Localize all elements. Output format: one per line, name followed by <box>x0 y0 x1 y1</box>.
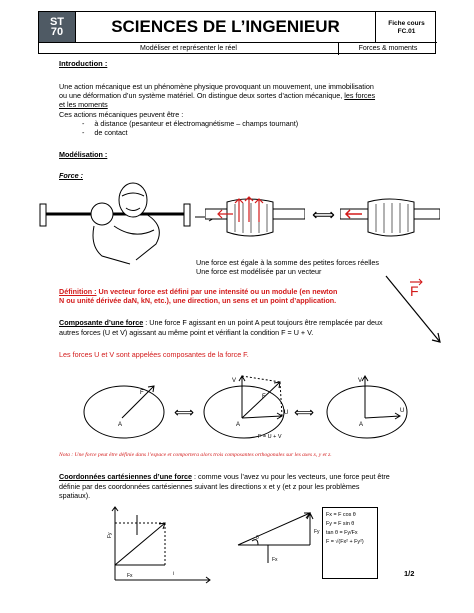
equiv-symbol-1: ⟺ <box>174 404 195 420</box>
coord-label: Coordonnées cartésiennes d’une force <box>59 472 193 481</box>
subtitle-row <box>39 42 437 55</box>
bullet-2-text: de contact <box>94 128 128 137</box>
svg-text:Fx: Fx <box>127 573 133 579</box>
eq-sum: F = U + V <box>258 434 282 440</box>
equivalence-symbol: ⟺ <box>312 207 335 224</box>
svg-text:A: A <box>236 422 241 428</box>
intro-line-1: Une action mécanique est un phénomène physique provoquant un mouvement, une immobilisation <box>59 82 374 91</box>
fist-single-force <box>340 192 440 242</box>
school-logo: ST 70 <box>39 12 76 42</box>
definition-line-2: N ou unité dérivée daN, kN, etc.), une direction, un sens et un point d’application. <box>59 296 337 305</box>
svg-text:Fy: Fy <box>107 532 113 538</box>
svg-text:Fx: Fx <box>272 557 278 563</box>
big-force-vector <box>378 270 448 350</box>
caption-1: Une force est égale à la somme des petites forces réelles <box>196 258 379 267</box>
formula-4: F = √(Fx² + Fy²) <box>326 539 364 545</box>
page-title: SCIENCES DE L’INGENIEUR <box>76 12 376 42</box>
big-f-label: F <box>410 283 419 299</box>
formula-3: tan θ = Fy/Fx <box>326 530 358 536</box>
equiv-symbol-2: ⟺ <box>294 404 315 420</box>
formula-box <box>322 507 378 579</box>
formula-1: Fx = F cos θ <box>326 512 356 518</box>
svg-text:U: U <box>400 408 405 414</box>
fiche-label: Fiche cours <box>388 20 425 27</box>
coord-line-2: définie par des coordonnées cartésiennes suivant les directions x et y (et z pour les problèmes <box>59 482 360 491</box>
svg-text:A: A <box>359 422 364 428</box>
force-label: Force : <box>59 171 83 180</box>
nota-line: Nota : Une force peut être définie dans l’espace et comportera alors trois composantes orthogonales sur les axes x, y et z. <box>59 452 332 458</box>
definition-text-1: Un vecteur force est défini par une intensité ou un module (en newton <box>98 287 338 296</box>
intro-heading: Introduction : <box>59 59 108 68</box>
svg-text:A: A <box>118 422 123 428</box>
fist-many-forces <box>205 192 305 242</box>
bullet-1-text: à distance (pesanteur et électromagnétisme – champs tournant) <box>94 119 299 128</box>
svg-text:Fy: Fy <box>314 529 320 535</box>
intro-line-2a: ou une déformation d’un système matériel. On distingue deux sortes d’action mécanique, <box>59 91 343 100</box>
definition-line-1 <box>59 287 419 296</box>
caption-2: Une force est modélisée par un vecteur <box>196 267 322 276</box>
svg-text:V: V <box>232 378 237 384</box>
page-number: 1/2 <box>404 569 415 578</box>
svg-text:F: F <box>140 390 144 396</box>
component-text-1: : Une force F agissant en un point A peut toujours être remplacée par deux <box>143 318 383 327</box>
fiche-code: FC.01 <box>397 28 416 35</box>
components-red-line: Les forces U et V sont appelées composantes de la force F. <box>59 350 249 359</box>
coord-text-1: : comme vous l’avez vu pour les vecteurs, une force peut être <box>192 472 390 481</box>
coordinate-diagram-2 <box>232 505 332 575</box>
svg-text:V: V <box>358 378 363 384</box>
svg-text:U: U <box>284 410 289 416</box>
component-line-2: autres forces (U et V) agissant au même point et vérifiant la condition F = U + V. <box>59 328 314 337</box>
bullet-2: - de contact <box>82 128 128 137</box>
intro-line-2b: les forces <box>344 91 376 100</box>
model-heading: Modélisation : <box>59 150 108 159</box>
subtitle-right: Forces & moments <box>358 45 418 52</box>
intro-line-2 <box>59 91 419 100</box>
components-diagram <box>82 368 412 450</box>
fiche-info <box>376 12 437 42</box>
coord-line-3: spatiaux). <box>59 491 91 500</box>
component-line-1 <box>59 318 419 327</box>
intro-line-4: Ces actions mécaniques peuvent être : <box>59 110 184 119</box>
component-label: Composante d’une force <box>59 318 144 327</box>
definition-label: Définition : <box>59 287 97 296</box>
header-table <box>38 11 436 54</box>
formula-2: Fy = F sin θ <box>326 521 355 527</box>
svg-text:F: F <box>262 394 266 400</box>
strongman-illustration <box>38 174 198 266</box>
coordinate-diagram-1 <box>105 505 215 585</box>
subtitle-left: Modéliser et représenter le réel <box>39 43 339 55</box>
bullet-1: - à distance (pesanteur et électromagnétisme – champs tournant) <box>82 119 299 128</box>
svg-text:θ: θ <box>256 535 259 541</box>
intro-line-3: et les moments <box>59 100 108 109</box>
svg-text:i: i <box>173 571 175 577</box>
coord-line-1 <box>59 472 419 481</box>
